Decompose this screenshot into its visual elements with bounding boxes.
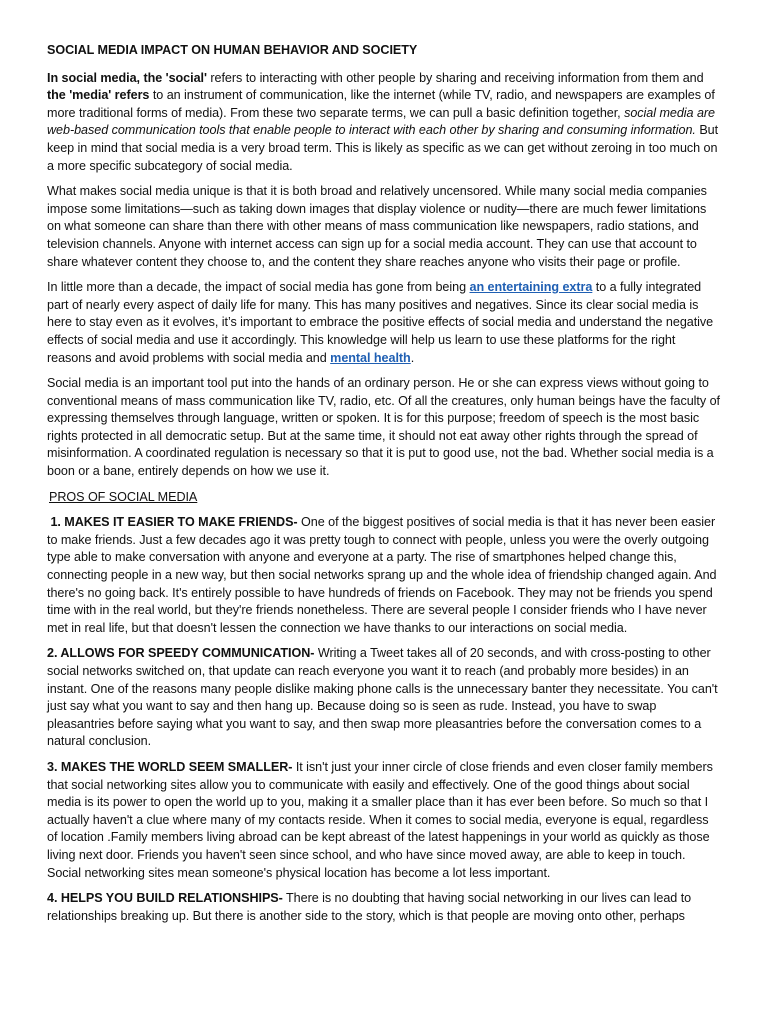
- paragraph-uniqueness: What makes social media unique is that it is both broad and relatively uncensored. While many social media companies impose some limitations—such as taking down images that display violence or nudity—there are much fewer limitations on what someone can share than there with other means of mass communication like newspapers, radio stations, and television channels. Anyone with internet access can sign up for a social media account. They can use that account to share whatever content they choose to, and the content they share reaches anyone who visits their page or profile.: [47, 184, 707, 269]
- pro-item-1: 1. MAKES IT EASIER TO MAKE FRIENDS- One of the biggest positives of social media is that it has never been easier to make friends. Just a few decades ago it was pretty tough to connect with people, unless you were the overly outgoing type able to make conversation with anyone and everyone at a party. The rise of smartphones helped change this, connecting people in a new way, but then social networks sprang up and the whole idea of friendship changed again. And there's no going back. It's entirely possible to have hundreds of friends on Facebook. They may not be friends you spend time with in the real world, but they're friends nonetheless. There are several people I consider friends who I have never met in real life, but that doesn't lessen the connection we have thanks to our interactions on social media.: [47, 515, 717, 635]
- entertaining-extra-link[interactable]: an entertaining extra: [469, 280, 593, 295]
- pro-item-heading: 1. MAKES IT EASIER TO MAKE FRIENDS-: [50, 515, 298, 530]
- pro-item-heading: 4. HELPS YOU BUILD RELATIONSHIPS-: [47, 891, 283, 906]
- document-title: SOCIAL MEDIA IMPACT ON HUMAN BEHAVIOR AND SOCIETY: [47, 43, 418, 57]
- paragraph-tool: Social media is an important tool put into the hands of an ordinary person. He or she can express views without going to conventional means of mass communication like TV, radio, etc. Of all the creatures, only human beings have the faculty of expressing themselves through language, written or spoken. It is for this purpose; freedom of speech is the most basic rights protected in all democratic setup. But at the same time, it should not eat away other rights through the spread of misinformation. A coordinated regulation is necessary so that it is put to good use, not the bad. Whether social media is a boon or a bane, entirely depends on how we use it.: [47, 376, 720, 479]
- italic-definition: social media are web-based communication tools that enable people to interact with each other by sharing and consuming information.: [47, 105, 715, 138]
- paragraph-impact: In little more than a decade, the impact of social media has gone from being an entertaining extra to a fully integrated part of nearly every aspect of daily life for many. This has many positives and negatives. Since its clear social media is here to stay even as it evolves, it’s important to embrace the positive effects of social media and understand the negative effects of social media and use it accordingly. This knowledge will help us learn to use these platforms for the right reasons and avoid problems with social media and mental health.: [47, 280, 714, 365]
- mental-health-link[interactable]: mental health: [330, 350, 411, 365]
- bold-phrase: the 'media' refers: [47, 88, 150, 103]
- pro-item-3: 3. MAKES THE WORLD SEEM SMALLER- It isn't just your inner circle of close friends and even closer family members that social networking sites allow you to communicate with easily and effectively. One of the good things about social media is its power to open the world up to you, making it a smaller place than it has ever been before. So much so that I actually haven't a clue where many of my contacts reside. When it comes to social media, everyone is equal, regardless of location .Family members living abroad can be kept abreast of the latest happenings in your world as quickly as those living next door. Friends you haven't seen since school, and who have since moved away, are able to keep in touch. Social networking sites mean someone's physical location has become a lot less important.: [47, 759, 713, 880]
- paragraph-definition: In social media, the 'social' refers to interacting with other people by sharing and receiving information from them and the 'media' refers to an instrument of communication, like the internet (while TV, radio, and newspapers are examples of more traditional forms of media). From these two separate terms, we can pull a basic definition together, social media are web-based communication tools that enable people to interact with each other by sharing and consuming information. But keep in mind that social media is a very broad term. This is likely as specific as we can get without zeroing in too much on a more specific subcategory of social media.: [47, 70, 719, 173]
- pro-item-2: 2. ALLOWS FOR SPEEDY COMMUNICATION- Writing a Tweet takes all of 20 seconds, and with cross-posting to other social networks switched on, that update can reach everyone you want it to reach (and probably more besides) in an instant. One of the reasons many people dislike making phone calls is the unnecessary banter they necessitate. You can't just say what you want to say and then hang up. Because doing so is seen as rude. Instead, you have to swap pleasantries before saying what you want to say, and then swap more pleasantries before the conversation comes to a natural conclusion.: [47, 646, 718, 749]
- bold-phrase: In social media, the 'social': [47, 70, 207, 85]
- pro-item-4: 4. HELPS YOU BUILD RELATIONSHIPS- There is no doubting that having social networking in our lives can lead to relationships breaking up. But there is another side to the story, which is that people are moving onto other, perhaps: [47, 891, 692, 923]
- pros-heading: PROS OF SOCIAL MEDIA: [49, 489, 198, 504]
- pro-item-heading: 3. MAKES THE WORLD SEEM SMALLER-: [47, 759, 293, 774]
- pro-item-heading: 2. ALLOWS FOR SPEEDY COMMUNICATION-: [47, 646, 315, 661]
